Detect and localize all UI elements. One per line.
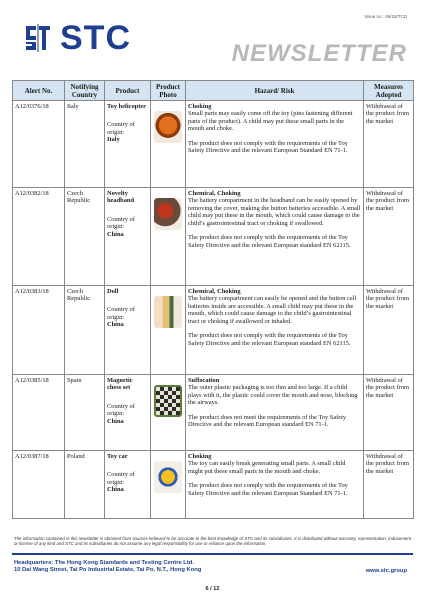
origin-value: China	[107, 486, 124, 494]
hazard-note: The product does not comply with the requirements of the Toy Safety Directive and the relevant European standard EN 62115.	[188, 332, 351, 348]
product-name: Magnetic chess set	[107, 376, 133, 392]
column-header-photo: Product Photo	[151, 81, 186, 101]
country-cell: Czech Republic	[65, 188, 105, 286]
country-cell: Italy	[65, 101, 105, 188]
hazard-title: Suffocation	[188, 376, 220, 384]
novelty-headband-photo	[154, 198, 182, 230]
origin-label: Country of origin:	[107, 471, 135, 486]
table-header-row	[13, 81, 414, 101]
headquarters-address	[14, 560, 201, 575]
photo-cell	[151, 286, 186, 375]
alert-no-cell: A12/0376/18	[13, 101, 65, 188]
doll-photo	[154, 296, 182, 328]
product-name: Toy helicopter	[107, 102, 146, 110]
page-number: 6 / 12	[205, 586, 220, 592]
product-cell	[105, 286, 151, 375]
origin-value: China	[107, 230, 124, 238]
measures-cell: Withdrawal of the product from the market	[364, 451, 414, 519]
table-row	[13, 101, 414, 188]
hazard-body: Small parts may easily come off the toy (pins fastening different parts of the product). A child may put these small parts in the mouth and choke.	[188, 110, 353, 133]
hazard-note: The product does not meet the requirements of the Toy Safety Directive and the relevant European standard EN 71-1.	[188, 413, 347, 429]
product-name: Doll	[107, 287, 119, 295]
hazard-cell	[186, 101, 364, 188]
magnetic-chess-set-photo	[154, 385, 182, 417]
photo-cell	[151, 375, 186, 451]
hazard-body: The toy can easily break generating small parts. A small child might put these small parts in the mouth and choke.	[188, 460, 346, 475]
photo-cell	[151, 101, 186, 188]
footer-divider	[12, 553, 413, 555]
country-cell: Czech Republic	[65, 286, 105, 375]
column-header-country: Notifying Country	[65, 81, 105, 101]
toy-car-photo	[154, 461, 182, 493]
measures-cell: Withdrawal of the product from the market	[364, 188, 414, 286]
hazard-body: The battery compartment can easily be opened and the button cell batteries inside are accessible. A small child may put these in the mouth, which could cause damage to the child’s gastrointestinal tract or choking if swallowed or inhaled.	[188, 295, 357, 325]
origin-label: Country of origin:	[107, 215, 135, 231]
table-row	[13, 451, 414, 519]
hazard-note: The product does not comply with the requirements of the Toy Safety Directive and the relevant European Standard EN 71-1.	[188, 139, 348, 155]
hazard-body: The battery compartment in the headband can be easily opened by removing the cover, making the button batteries accessible. A small child may put these in the mouth, which could cause damage to the child’s gastrointestinal tract or choking if swallowed.	[188, 197, 361, 227]
hazard-body: The outer plastic packaging is too thin and too large. If a child plays with it, the plastic could cover the mouth and nose, blocking the airways.	[188, 384, 358, 407]
alerts-table	[12, 80, 414, 519]
measures-cell: Withdrawal of the product from the market	[364, 101, 414, 188]
column-header-alert-no: Alert No.	[13, 81, 65, 101]
country-cell: Poland	[65, 451, 105, 519]
origin-value: China	[107, 321, 124, 329]
table-row	[13, 188, 414, 286]
logo-wordmark: STC	[60, 19, 131, 57]
column-header-hazard: Hazard/ Risk	[186, 81, 364, 101]
hazard-note: The product does not comply with the requirements of the Toy Safety Directive and the relevant European Standard EN 71-1.	[188, 482, 348, 497]
disclaimer-text: The information contained in this newsletter is obtained from sources believed to be accurate to the best knowledge of STC and its subsidiaries. It is distributed without warranty, representation, inducement or license of any kind and STC and its subsidiaries do not assume any legal responsibility for use or reliance upon the information.	[14, 536, 411, 547]
newsletter-title: NEWSLETTER	[231, 40, 407, 67]
photo-cell	[151, 188, 186, 286]
measures-cell: Withdrawal of the product from the market	[364, 375, 414, 451]
column-header-measures: Measures Adopted	[364, 81, 414, 101]
alert-no-cell: A12/0387/18	[13, 451, 65, 519]
table-row	[13, 286, 414, 375]
alert-no-cell: A12/0383/18	[13, 286, 65, 375]
hazard-title: Choking	[188, 102, 212, 110]
hazard-cell	[186, 375, 364, 451]
product-cell	[105, 101, 151, 188]
issue-number: Issue no.: 06/18/TCD	[364, 14, 407, 19]
hazard-title: Chemical, Choking	[188, 189, 241, 197]
origin-label: Country of origin:	[107, 306, 135, 321]
hazard-cell	[186, 451, 364, 519]
product-name: Toy car	[107, 452, 128, 460]
hazard-cell	[186, 188, 364, 286]
product-cell	[105, 188, 151, 286]
photo-cell	[151, 451, 186, 519]
table-row	[13, 375, 414, 451]
origin-value: China	[107, 417, 124, 425]
hazard-title: Choking	[188, 452, 212, 460]
headquarters-line-2: 10 Dai Wang Street, Tai Po Industrial Estate, Tai Po, N.T., Hong Kong	[14, 567, 202, 574]
product-name: Novelty headband	[107, 189, 134, 205]
hazard-cell	[186, 286, 364, 375]
product-cell	[105, 451, 151, 519]
origin-label: Country of origin:	[107, 402, 135, 418]
stc-logo-mark-icon	[22, 22, 54, 54]
origin-value: Italy	[107, 136, 120, 144]
hazard-note: The product does not comply with the requirements of the Toy Safety Directive and the relevant European standard EN 62115.	[188, 234, 351, 250]
headquarters-line-1: Headquarters: The Hong Kong Standards and Testing Centre Ltd.	[14, 560, 194, 566]
toy-helicopter-photo	[154, 111, 182, 143]
stc-logo	[22, 19, 131, 57]
website-link[interactable]: www.stc.group	[365, 568, 407, 574]
hazard-title: Chemical, Choking	[188, 287, 241, 295]
country-cell: Spain	[65, 375, 105, 451]
alert-no-cell: A12/0382/18	[13, 188, 65, 286]
alert-no-cell: A12/0385/18	[13, 375, 65, 451]
origin-label: Country of origin:	[107, 121, 135, 136]
measures-cell: Withdrawal of the product from the market	[364, 286, 414, 375]
product-cell	[105, 375, 151, 451]
column-header-product: Product	[105, 81, 151, 101]
